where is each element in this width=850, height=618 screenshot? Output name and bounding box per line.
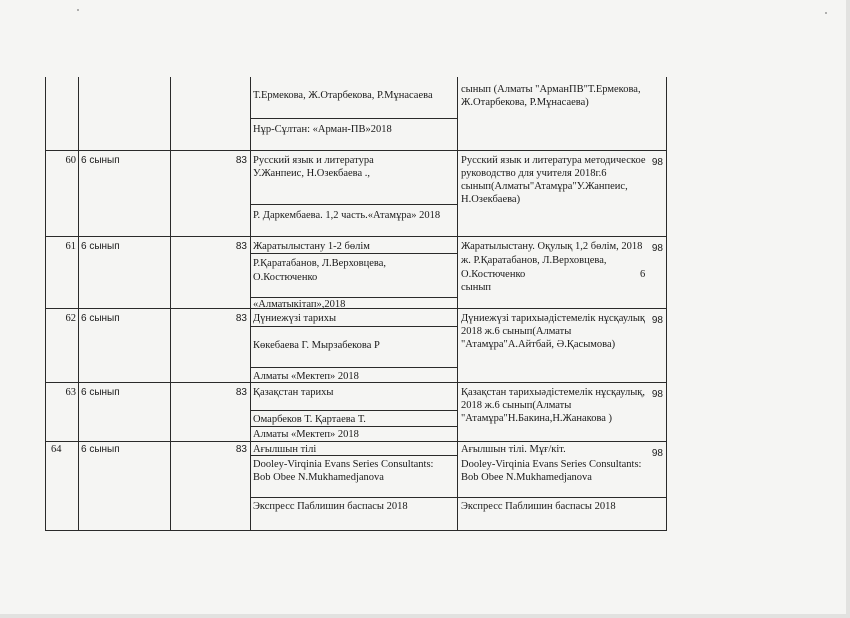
grade: 6 сынып [81,241,120,252]
grade: 6 сынып [81,313,120,324]
scan-speck [825,12,827,14]
student-count: 83 [235,387,247,398]
teacher-guide: Жаратылыстану. Оқулық 1,2 бөлім, 2018 [461,241,643,252]
table-border-left [45,77,46,530]
textbook-publisher: «Алматыкітап»,2018 [253,299,346,310]
student-count: 83 [235,241,247,252]
textbook-title: Қазақстан тарихы [253,387,334,398]
column-divider [170,77,171,530]
teacher-guide: сынып [461,282,492,293]
scan-speck [77,9,79,11]
teacher-guide: Ағылшын тілі. Мұғ/кіт. [461,444,566,455]
student-count: 83 [235,444,247,455]
row-separator [45,441,667,442]
column-divider [78,77,79,530]
cell-separator [250,253,458,254]
row-separator [45,236,667,237]
grade: 6 сынып [81,155,120,166]
teacher-guide: Русский язык и литература методическое руководство для учителя 2018г.6 сынып(Алматы"Атамұра"У.Жанпеис, Н.Озекбаева) [461,155,646,205]
column-divider [457,77,458,530]
table-border-right [666,77,667,530]
teacher-guide: Bob Obee N.Mukhamedjanova [461,472,592,483]
textbook-publisher: Нұр-Сұлтан: «Арман-ПВ»2018 [253,124,392,135]
provision-percent: 98 [651,315,663,326]
row-number: 61 [65,241,76,252]
student-count: 83 [235,155,247,166]
row-separator [45,308,667,309]
textbook-author: Т.Ермекова, Ж.Отарбекова, Р.Мұнасаева [253,90,433,101]
row-number: 63 [65,387,76,398]
cell-separator [250,367,458,368]
teacher-guide: Қазақстан тарихыәдістемелік нұсқаулық, 2018 ж.6 сынып(Алматы "Атамұра"Н.Бакина,Н.Жанакова ) [461,387,645,424]
table-border-bottom [45,530,667,531]
textbook-title: Дүниежүзі тарихы [253,313,337,324]
row-separator [45,150,667,151]
textbook-table [45,77,671,530]
row-number: 62 [65,313,76,324]
provision-percent: 98 [651,157,663,168]
provision-percent: 98 [651,389,663,400]
textbook-author: Омарбеков Т. Қартаева Т. [253,414,366,425]
cell-separator [250,410,458,411]
cell-separator [250,326,458,327]
textbook-author: О.Костюченко [253,272,318,283]
teacher-guide: 6 [640,269,646,280]
provision-percent: 98 [651,448,663,459]
textbook-title: Жаратылыстану 1-2 бөлім [253,241,370,252]
textbook-title: Русский язык и литература [253,155,374,166]
textbook-author: Dooley-Virqinia Evans Series Consultants: [253,459,434,470]
textbook-title: Ағылшын тілі [253,444,317,455]
cell-separator [250,118,458,119]
teacher-guide: Дүниежүзі тарихыәдістемелік нұсқаулық 2018 ж.6 сынып(Алматы "Атамұра"А.Айтбай, Ә.Қасымова) [461,313,646,350]
cell-separator [250,204,458,205]
column-divider [250,77,251,530]
cell-separator [250,497,667,498]
textbook-publisher: Экспресс Паблишин баспасы 2018 [253,501,408,512]
textbook-author: У.Жанпеис, Н.Озекбаева ., [253,168,371,179]
textbook-publisher: Р. Даркембаева. 1,2 часть.«Атамұра» 2018 [253,210,441,221]
textbook-publisher: Алматы «Мектеп» 2018 [253,371,359,382]
row-number: 60 [65,155,76,166]
grade: 6 сынып [81,387,120,398]
cell-separator [250,426,458,427]
teacher-guide: сынып (Алматы "АрманПВ"Т.Ермекова, Ж.Отарбекова, Р.Мұнасаева) [461,84,641,108]
teacher-guide: О.Костюченко [461,269,526,280]
textbook-author: Bob Obee N.Mukhamedjanova [253,472,384,483]
textbook-publisher: Алматы «Мектеп» 2018 [253,429,359,440]
textbook-author: Көкебаева Г. Мырзабекова Р [253,340,380,351]
row-number: 64 [51,444,62,455]
teacher-guide: Dooley-Virqinia Evans Series Consultants: [461,459,642,470]
teacher-guide: Экспресс Паблишин баспасы 2018 [461,501,616,512]
grade: 6 сынып [81,444,120,455]
textbook-author: Р.Қаратабанов, Л.Верховцева, [253,258,387,269]
provision-percent: 98 [651,243,663,254]
student-count: 83 [235,313,247,324]
teacher-guide: ж. Р.Қаратабанов, Л.Верховцева, [461,255,607,266]
